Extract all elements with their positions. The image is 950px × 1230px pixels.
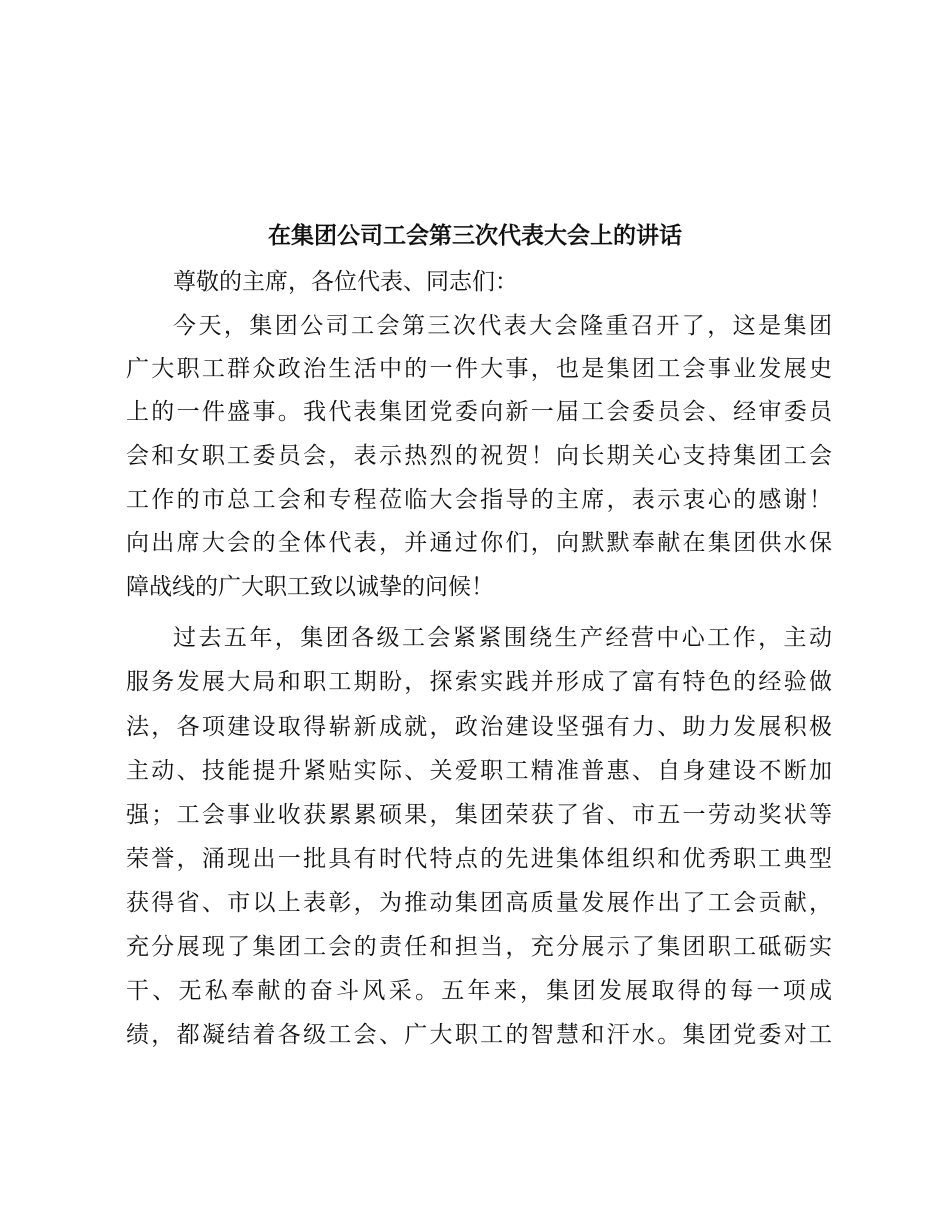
paragraph-2-line: 荣誉，涌现出一批具有时代特点的先进集体组织和优秀职工典型	[126, 846, 832, 872]
paragraph-1-line: 上的一件盛事。我代表集团党委向新一届工会委员会、经审委员	[126, 399, 832, 425]
paragraph-2-line: 过去五年，集团各级工会紧紧围绕生产经营中心工作，主动	[173, 625, 832, 651]
paragraph-2-line: 绩，都凝结着各级工会、广大职工的智慧和汗水。集团党委对工	[126, 1022, 832, 1048]
paragraph-2-line: 主动、技能提升紧贴实际、关爱职工精准普惠、自身建设不断加	[126, 758, 832, 784]
paragraph-1-line: 障战线的广大职工致以诚挚的问候！	[126, 574, 494, 600]
paragraph-1-line: 广大职工群众政治生活中的一件大事，也是集团工会事业发展史	[126, 356, 832, 382]
paragraph-2-line: 充分展现了集团工会的责任和担当，充分展示了集团职工砥砺实	[126, 934, 832, 960]
paragraph-1-line: 工作的市总工会和专程莅临大会指导的主席，表示衷心的感谢！	[126, 487, 832, 513]
paragraph-2-line: 法，各项建设取得崭新成就，政治建设坚强有力、助力发展积极	[126, 714, 832, 740]
speech-title: 在集团公司工会第三次代表大会上的讲话	[268, 222, 682, 249]
salutation: 尊敬的主席，各位代表、同志们：	[173, 269, 518, 295]
paragraph-2-line: 干、无私奉献的奋斗风采。五年来，集团发展取得的每一项成	[126, 978, 832, 1004]
paragraph-1-line: 会和女职工委员会，表示热烈的祝贺！向长期关心支持集团工会	[126, 443, 832, 469]
paragraph-2-line: 服务发展大局和职工期盼，探索实践并形成了富有特色的经验做	[126, 669, 832, 695]
paragraph-2-line: 获得省、市以上表彰，为推动集团高质量发展作出了工会贡献，	[126, 890, 832, 916]
paragraph-2-line: 强；工会事业收获累累硕果，集团荣获了省、市五一劳动奖状等	[126, 802, 832, 828]
paragraph-1-line: 向出席大会的全体代表，并通过你们，向默默奉献在集团供水保	[126, 530, 832, 556]
paragraph-1-line: 今天，集团公司工会第三次代表大会隆重召开了，这是集团	[173, 313, 832, 339]
